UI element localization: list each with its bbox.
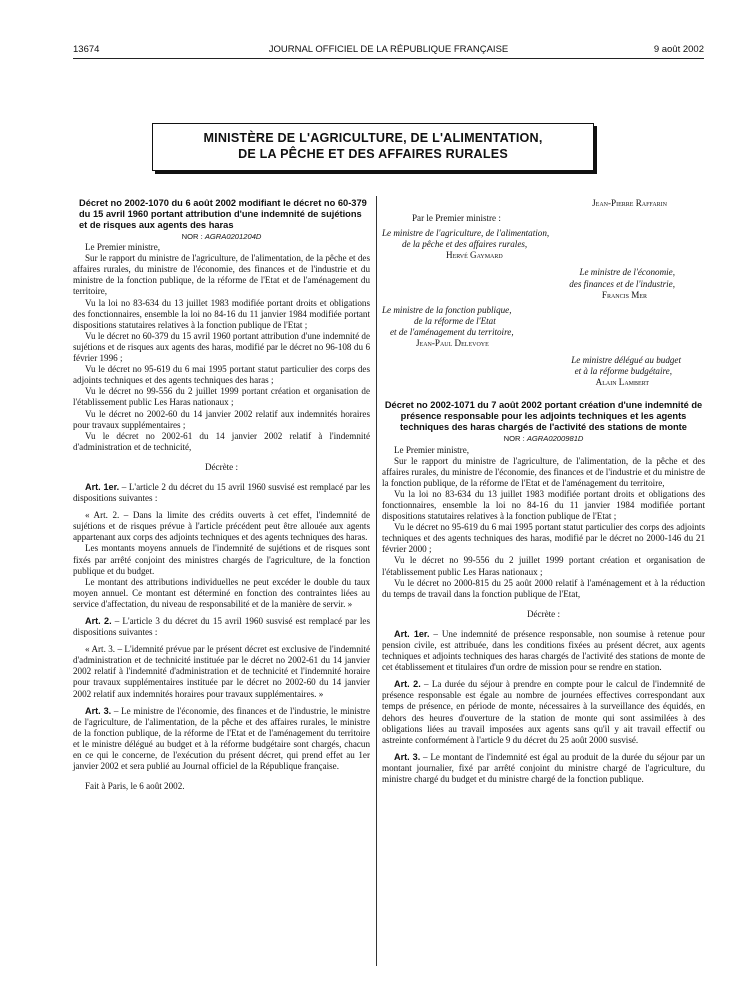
article-text: – La durée du séjour à prendre en compte pour le calcul de l'indemnité de présence responsable est égale au nombre de journées effectives correspondant aux temps de présence, en période de monte, nécessaires à la surveillance des équidés, en dehors des heures d'ouverture de la station de monte qui sont assimilées à des obligations liées au travail imposées aux agents sans qu'il y ait travail effectif ou astreinte conformément à l'article 9 du décret du 25 août 2000 susvisé. (382, 679, 706, 745)
decree-1-title: Décret no 2002-1070 du 6 août 2002 modifiant le décret no 60-379 du 15 avril 1960 portant attribution d'une indemnité de sujétions et de risques aux agents des haras (79, 198, 367, 230)
article-text: – Le montant de l'indemnité est égal au produit de la durée du séjour par un montant journalier, fixé par arrêté conjoint du ministre chargé de l'agriculture, du ministre chargé du budget et du ministre chargé de la fonction publique. (382, 751, 705, 785)
column-divider (376, 196, 377, 966)
eco-minister-title: Le ministre de l'économie, (579, 267, 675, 278)
eco-minister-title: des finances et de l'industrie, (569, 278, 675, 289)
ministry-box (152, 123, 594, 171)
decree-2-nor (382, 433, 705, 444)
decree-1-visa: Vu le décret no 60-379 du 15 avril 1960 portant attribution d'une indemnité de sujétions et de risques aux agents des haras, modifié par le décret no 96-108 du 6 février 1996 ; (73, 330, 370, 364)
header-rule (73, 58, 704, 59)
decree-2-visa: Vu le décret no 2000-815 du 25 août 2000 relatif à l'aménagement et à la réduction du temps de travail dans la fonction publique de l'Etat, (382, 577, 705, 599)
right-column (382, 198, 705, 785)
left-column (73, 198, 370, 792)
decree-2-title: Décret no 2002-1071 du 7 août 2002 portant création d'une indemnité de présence responsable pour les adjoints techniques et les agents techniques des haras chargés de l'activité des stations de monte (384, 400, 703, 433)
decree-1-article-1-quote: Le montant des attributions individuelles ne peut excéder le double du taux moyen annuel. Ce montant est déterminé en fonction des contraintes liées au service d'affectation, du niveau de responsabilité et de la manière de servir. » (73, 576, 370, 609)
fp-minister-name: Jean-Paul Delevoye (416, 338, 489, 349)
budget-minister-title: Le ministre délégué au budget (571, 355, 681, 366)
fp-minister-title: de la réforme de l'Etat (414, 315, 496, 326)
signature-block (382, 198, 705, 388)
publication-date: 9 août 2002 (653, 44, 704, 55)
agri-minister-title: Le ministre de l'agriculture, de l'alimentation, (382, 228, 550, 239)
journal-title: JOURNAL OFFICIEL DE LA RÉPUBLIQUE FRANÇAISE (268, 44, 509, 55)
agri-minister-title: de la pêche et des affaires rurales, (402, 239, 528, 250)
article-label: Art. 3. (85, 705, 112, 716)
budget-minister-name: Alain Lambert (595, 377, 649, 388)
agri-minister-name: Hervé Gaymard (446, 250, 503, 261)
decree-2-visa: Vu le décret no 99-556 du 2 juillet 1999 portant création et organisation de l'établissement public Les Haras nationaux ; (382, 555, 705, 577)
fp-minister-title: et de l'aménagement du territoire, (390, 326, 514, 337)
ministry-line-2: DE LA PÊCHE ET DES AFFAIRES RURALES (238, 147, 508, 161)
decree-1-visa: Sur le rapport du ministre de l'agriculture, de l'alimentation, de la pêche et des affaires rurales, du ministre de l'économie, des finances et de l'industrie et du ministre de la fonction publique, de la réforme de l'Etat et de l'aménagement du territoire, (73, 253, 370, 297)
decree-2-article-3 (382, 752, 705, 785)
decree-1-visa: Vu le décret no 95-619 du 6 mai 1995 portant statut particulier des corps des adjoints techniques et des agents techniques des haras ; (73, 364, 370, 386)
decree-2-decrete: Décrète : (526, 608, 561, 619)
decree-1-visa: Vu le décret no 99-556 du 2 juillet 1999 portant création et organisation de l'établissement public Les Haras nationaux ; (73, 386, 370, 408)
decree-1-fait: Fait à Paris, le 6 août 2002. (85, 781, 185, 792)
article-text: – L'article 3 du décret du 15 avril 1960 susvisé est remplacé par les dispositions suivantes : (73, 616, 370, 638)
decree-1-visa: Vu le décret no 2002-60 du 14 janvier 2002 relatif aux indemnités horaires pour travaux supplémentaires ; (73, 408, 370, 430)
decree-1-article-1-quote: « Art. 2. – Dans la limite des crédits ouverts à cet effet, l'indemnité de sujétions et de risques prévue à l'article précédent peut être allouée aux agents appartenant aux corps des adjoints techniques et des agents techniques des haras. (73, 510, 370, 543)
article-label: Art. 1er. (85, 481, 120, 492)
nor-label: NOR : (503, 434, 525, 444)
pm-signature: Jean-Pierre Raffarin (592, 198, 667, 208)
eco-minister-name: Francis Mer (601, 289, 647, 300)
article-label: Art. 1er. (394, 628, 430, 639)
decree-1-nor (73, 231, 370, 242)
nor-code: AGRA0200981D (526, 434, 584, 444)
decree-2-visa: Sur le rapport du ministre de l'agriculture, de l'alimentation, de la pêche et des affaires rurales, du ministre de l'économie, des finances et de l'industrie et du ministre de la fonction publique, de la réforme de l'Etat et de l'aménagement du territoire, (382, 455, 705, 488)
decree-1-article-2 (73, 616, 370, 638)
decree-2-article-2 (382, 679, 705, 746)
decree-1-article-2-quote: « Art. 3. – L'idemnité prévue par le présent décret est exclusive de l'indemnité d'administration et de technicité instituée par le décret no 2002-61 du 14 janvier 2002 relatif à l'indemnité d'administration et de technicité et l'indemnité horaire pour travaux supplémentaires instituée par le décret no 2002-60 du 14 janvier 2002 relatif aux indemnités horaires pour travaux supplémentaires. » (73, 644, 370, 699)
decree-1-article-1 (73, 482, 370, 504)
decree-2-visa: Vu le décret no 95-619 du 6 mai 1995 portant statut particulier des corps des adjoints techniques et des agents techniques des haras, modifié par le décret no 2000-146 du 21 février 2000 ; (382, 522, 705, 555)
decree-1-decrete: Décrète : (204, 461, 239, 472)
page-number: 13674 (73, 44, 100, 55)
article-text: – Une indemnité de présence responsable, non soumise à retenue pour pension civile, est attribuée, dans les conditions fixées au présent décret, aux agents techniques et adjoints techniques des haras chargés de l'activité des stations de monte de cet établissement et titulaires d'un ordre de mission pour se rendre en station. (382, 628, 705, 673)
article-text: – Le ministre de l'économie, des finances et de l'industrie, le ministre de l'agriculture, de l'alimentation, de la pêche et des affaires rurales, le ministre de la fonction publique, de la réforme de l'Etat et de l'aménagement du territoire et le ministre délégué au budget et à la réforme budgétaire sont chargés, chacun en ce qui le concerne, de l'exécution du présent décret, qui prend effet au 1er janvier 2002 et sera publié au Journal officiel de la République française. (73, 705, 370, 772)
nor-label: NOR : (181, 232, 203, 241)
decree-1-opening: Le Premier ministre, (85, 242, 161, 253)
article-label: Art. 3. (394, 751, 421, 762)
decree-1-visa: Vu le décret no 2002-61 du 14 janvier 2002 relatif à l'indemnité d'administration et de technicité, (73, 430, 370, 452)
decree-1-visa: Vu la loi no 83-634 du 13 juillet 1983 modifiée portant droits et obligations des fonctionnaires, ensemble la loi no 84-16 du 11 janvier 1984 modifiée portant dispositions statutaires relatives à la fonction publique de l'Etat ; (73, 297, 370, 330)
decree-1-article-1-quote: Les montants moyens annuels de l'indemnité de sujétions et de risques sont fixés par arrêté conjoint des ministres chargés de l'agriculture, de la fonction publique et du budget. (73, 543, 370, 576)
par-le-premier-ministre: Par le Premier ministre : (412, 213, 501, 224)
decree-1-article-3 (73, 706, 370, 773)
budget-minister-title: et à la réforme budgétaire, (574, 366, 672, 377)
nor-code: AGRA0201204D (204, 232, 262, 241)
ministry-line-1: MINISTÈRE DE L'AGRICULTURE, DE L'ALIMENTATION, (203, 131, 543, 145)
page-header (73, 44, 704, 58)
decree-2-article-1 (382, 629, 705, 673)
article-text: – L'article 2 du décret du 15 avril 1960 susvisé est remplacé par les dispositions suivantes : (73, 481, 370, 504)
decree-2-visa: Vu la loi no 83-634 du 13 juillet 1983 modifiée portant droits et obligations des fonctionnaires, ensemble la loi no 84-16 du 11 janvier 1984 modifiée portant dispositions statutaires relatives à la fonction publique de l'Etat ; (382, 488, 705, 522)
fp-minister-title: Le ministre de la fonction publique, (382, 304, 512, 315)
article-label: Art. 2. (394, 679, 421, 690)
article-label: Art. 2. (85, 616, 112, 626)
decree-2-opening: Le Premier ministre, (394, 444, 470, 455)
